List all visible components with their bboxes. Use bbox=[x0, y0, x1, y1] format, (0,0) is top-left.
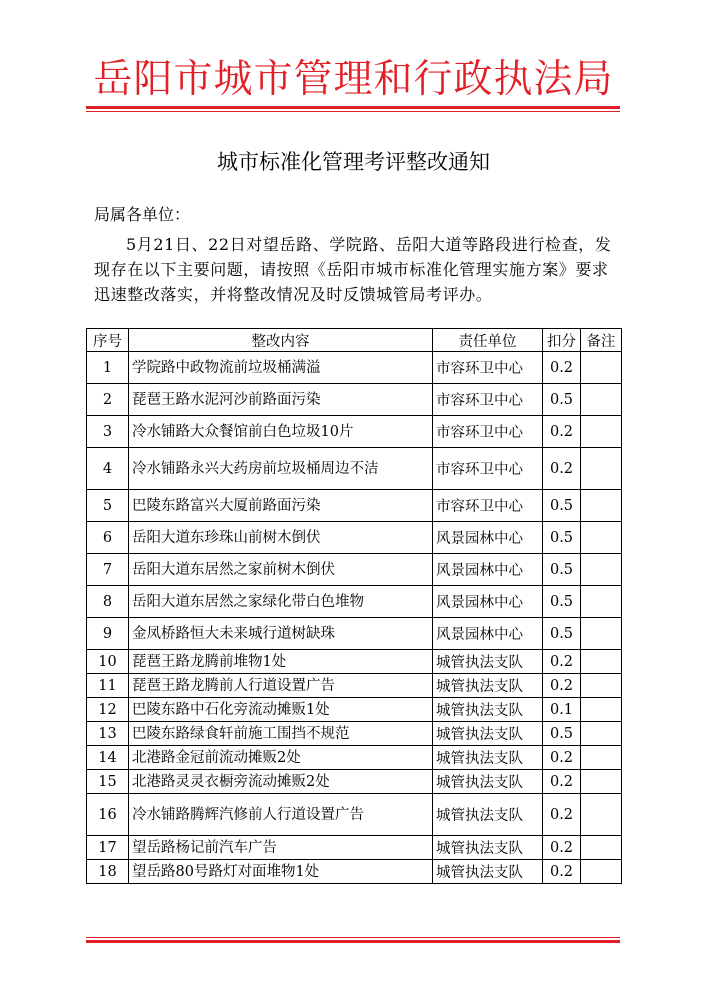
cell-no: 15 bbox=[87, 770, 129, 794]
cell-note bbox=[581, 490, 622, 522]
cell-score: 0.5 bbox=[543, 490, 581, 522]
cell-content: 琵琶王路龙腾前堆物1处 bbox=[129, 650, 433, 674]
cell-no: 5 bbox=[87, 490, 129, 522]
cell-score: 0.5 bbox=[543, 618, 581, 650]
cell-note bbox=[581, 836, 622, 860]
footer-rule-thick bbox=[86, 940, 620, 943]
cell-unit: 城管执法支队 bbox=[433, 650, 543, 674]
cell-unit: 市容环卫中心 bbox=[433, 448, 543, 490]
table-row bbox=[87, 586, 622, 618]
cell-score: 0.2 bbox=[543, 836, 581, 860]
cell-no: 4 bbox=[87, 448, 129, 490]
header-score: 扣分 bbox=[543, 329, 581, 352]
notice-addressee: 局属各单位： bbox=[94, 205, 191, 224]
table-header-row bbox=[87, 329, 622, 352]
table-row bbox=[87, 618, 622, 650]
cell-content: 冷水铺路腾辉汽修前人行道设置广告 bbox=[129, 794, 433, 836]
cell-score: 0.2 bbox=[543, 794, 581, 836]
cell-note bbox=[581, 722, 622, 746]
notice-title: 城市标准化管理考评整改通知 bbox=[217, 150, 490, 174]
header-note: 备注 bbox=[581, 329, 622, 352]
cell-no: 12 bbox=[87, 698, 129, 722]
cell-note bbox=[581, 352, 622, 384]
cell-note bbox=[581, 384, 622, 416]
cell-no: 1 bbox=[87, 352, 129, 384]
cell-unit: 市容环卫中心 bbox=[433, 352, 543, 384]
header-rule-thin bbox=[86, 111, 620, 112]
table-row bbox=[87, 836, 622, 860]
cell-content: 冷水铺路大众餐馆前白色垃圾10片 bbox=[129, 416, 433, 448]
table-row bbox=[87, 794, 622, 836]
table-row bbox=[87, 416, 622, 448]
cell-unit: 风景园林中心 bbox=[433, 554, 543, 586]
cell-content: 巴陵东路中石化旁流动摊贩1处 bbox=[129, 698, 433, 722]
cell-no: 17 bbox=[87, 836, 129, 860]
cell-no: 8 bbox=[87, 586, 129, 618]
table-row bbox=[87, 554, 622, 586]
header-rule-thick bbox=[86, 106, 620, 109]
cell-score: 0.5 bbox=[543, 522, 581, 554]
cell-score: 0.2 bbox=[543, 860, 581, 884]
cell-note bbox=[581, 586, 622, 618]
cell-no: 16 bbox=[87, 794, 129, 836]
cell-score: 0.2 bbox=[543, 746, 581, 770]
table-row bbox=[87, 746, 622, 770]
footer-rule-thin bbox=[86, 937, 620, 938]
cell-content: 金凤桥路恒大未来城行道树缺珠 bbox=[129, 618, 433, 650]
cell-unit: 风景园林中心 bbox=[433, 586, 543, 618]
cell-no: 7 bbox=[87, 554, 129, 586]
cell-note bbox=[581, 618, 622, 650]
cell-content: 北港路金冠前流动摊贩2处 bbox=[129, 746, 433, 770]
header-unit: 责任单位 bbox=[433, 329, 543, 352]
cell-unit: 市容环卫中心 bbox=[433, 416, 543, 448]
cell-content: 望岳路杨记前汽车广告 bbox=[129, 836, 433, 860]
cell-score: 0.5 bbox=[543, 722, 581, 746]
cell-unit: 风景园林中心 bbox=[433, 522, 543, 554]
table-row bbox=[87, 860, 622, 884]
cell-score: 0.5 bbox=[543, 554, 581, 586]
cell-unit: 城管执法支队 bbox=[433, 722, 543, 746]
cell-content: 望岳路80号路灯对面堆物1处 bbox=[129, 860, 433, 884]
cell-unit: 风景园林中心 bbox=[433, 618, 543, 650]
cell-content: 岳阳大道东珍珠山前树木倒伏 bbox=[129, 522, 433, 554]
cell-note bbox=[581, 746, 622, 770]
cell-content: 琵琶王路水泥河沙前路面污染 bbox=[129, 384, 433, 416]
cell-score: 0.2 bbox=[543, 674, 581, 698]
cell-score: 0.5 bbox=[543, 384, 581, 416]
cell-note bbox=[581, 698, 622, 722]
cell-note bbox=[581, 770, 622, 794]
table-row bbox=[87, 698, 622, 722]
cell-unit: 城管执法支队 bbox=[433, 698, 543, 722]
cell-note bbox=[581, 650, 622, 674]
cell-note bbox=[581, 522, 622, 554]
cell-no: 2 bbox=[87, 384, 129, 416]
cell-score: 0.2 bbox=[543, 650, 581, 674]
table-row bbox=[87, 650, 622, 674]
cell-score: 0.2 bbox=[543, 770, 581, 794]
cell-note bbox=[581, 554, 622, 586]
cell-score: 0.2 bbox=[543, 448, 581, 490]
table-row bbox=[87, 770, 622, 794]
cell-no: 13 bbox=[87, 722, 129, 746]
table-row bbox=[87, 490, 622, 522]
rectification-table bbox=[86, 328, 622, 884]
cell-content: 学院路中政物流前垃圾桶满溢 bbox=[129, 352, 433, 384]
cell-content: 巴陵东路富兴大厦前路面污染 bbox=[129, 490, 433, 522]
cell-note bbox=[581, 448, 622, 490]
cell-unit: 市容环卫中心 bbox=[433, 384, 543, 416]
cell-note bbox=[581, 416, 622, 448]
cell-unit: 城管执法支队 bbox=[433, 674, 543, 698]
cell-no: 14 bbox=[87, 746, 129, 770]
cell-score: 0.2 bbox=[543, 352, 581, 384]
table-body bbox=[87, 352, 622, 884]
cell-unit: 城管执法支队 bbox=[433, 860, 543, 884]
cell-unit: 市容环卫中心 bbox=[433, 490, 543, 522]
table-row bbox=[87, 722, 622, 746]
cell-content: 冷水铺路永兴大药房前垃圾桶周边不洁 bbox=[129, 448, 433, 490]
table-row bbox=[87, 448, 622, 490]
cell-content: 巴陵东路绿食轩前施工围挡不规范 bbox=[129, 722, 433, 746]
cell-note bbox=[581, 674, 622, 698]
cell-score: 0.2 bbox=[543, 416, 581, 448]
cell-score: 0.1 bbox=[543, 698, 581, 722]
cell-unit: 城管执法支队 bbox=[433, 770, 543, 794]
cell-no: 6 bbox=[87, 522, 129, 554]
header-content: 整改内容 bbox=[129, 329, 433, 352]
cell-content: 岳阳大道东居然之家绿化带白色堆物 bbox=[129, 586, 433, 618]
table-row bbox=[87, 384, 622, 416]
cell-no: 3 bbox=[87, 416, 129, 448]
cell-note bbox=[581, 794, 622, 836]
cell-no: 9 bbox=[87, 618, 129, 650]
cell-unit: 城管执法支队 bbox=[433, 794, 543, 836]
cell-content: 岳阳大道东居然之家前树木倒伏 bbox=[129, 554, 433, 586]
table-row bbox=[87, 674, 622, 698]
table-row bbox=[87, 352, 622, 384]
header-no: 序号 bbox=[87, 329, 129, 352]
cell-content: 琵琶王路龙腾前人行道设置广告 bbox=[129, 674, 433, 698]
cell-no: 11 bbox=[87, 674, 129, 698]
cell-score: 0.5 bbox=[543, 586, 581, 618]
cell-note bbox=[581, 860, 622, 884]
cell-unit: 城管执法支队 bbox=[433, 746, 543, 770]
document-header-org-name: 岳阳市城市管理和行政执法局 bbox=[93, 57, 614, 102]
table-row bbox=[87, 522, 622, 554]
notice-body: 5月21日、22日对望岳路、学院路、岳阳大道等路段进行检查，发现存在以下主要问题，请按照《岳阳市城市标准化管理实施方案》要求迅速整改落实，并将整改情况及时反馈城管局考评办。 bbox=[94, 235, 612, 304]
cell-content: 北港路灵灵衣橱旁流动摊贩2处 bbox=[129, 770, 433, 794]
cell-unit: 城管执法支队 bbox=[433, 836, 543, 860]
cell-no: 18 bbox=[87, 860, 129, 884]
cell-no: 10 bbox=[87, 650, 129, 674]
